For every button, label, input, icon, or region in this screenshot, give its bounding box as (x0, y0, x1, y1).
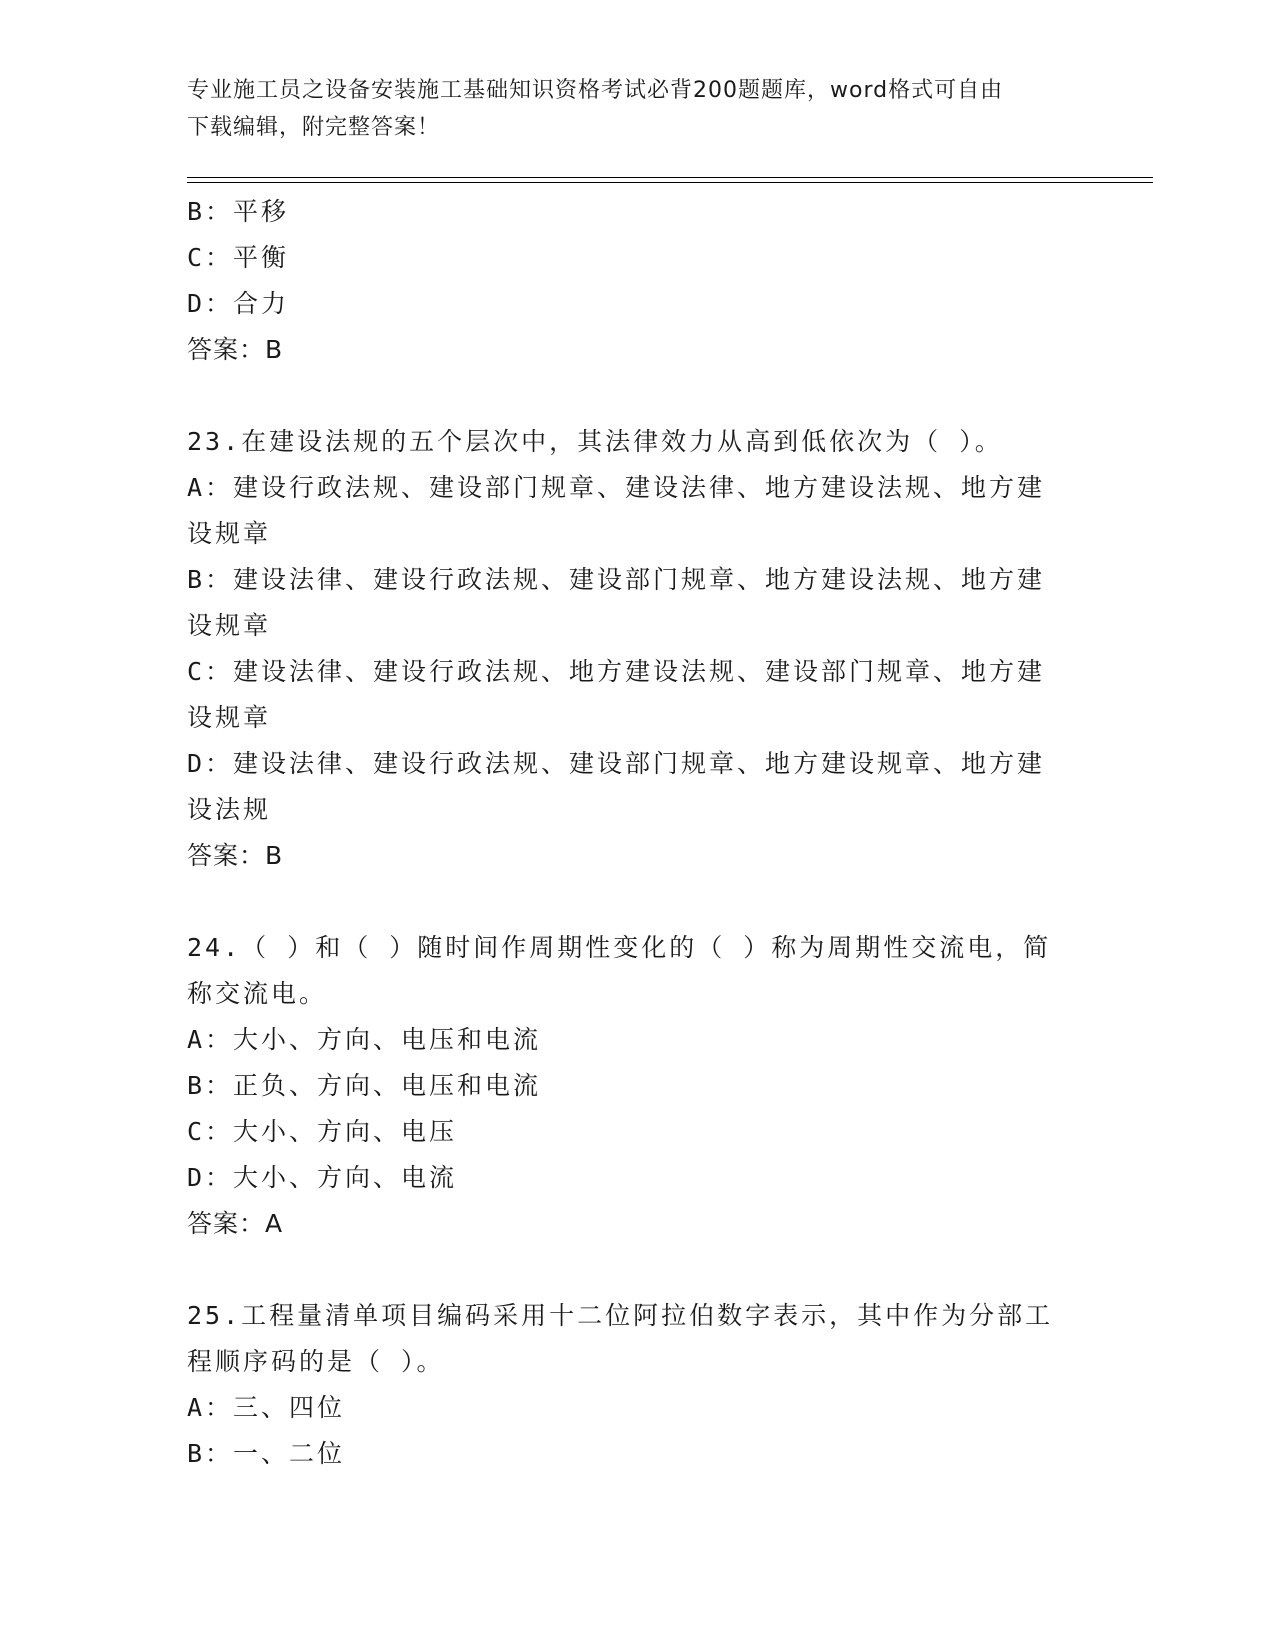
option-b-continued: 设规章 (187, 611, 272, 640)
option-a: A：建设行政法规、建设部门规章、建设法律、地方建设法规、地方建 (187, 473, 1046, 502)
option-c: C：平衡 (187, 243, 290, 272)
header-line-2: 下载编辑，附完整答案！ (187, 115, 441, 140)
question-stem: 25.工程量清单项目编码采用十二位阿拉伯数字表示，其中作为分部工 (187, 1301, 1054, 1330)
option-c-continued: 设规章 (187, 703, 272, 732)
answer-line: 答案：B (187, 841, 284, 870)
option-a-continued: 设规章 (187, 519, 272, 548)
question-stem: 23.在建设法规的五个层次中，其法律效力从高到低依次为（ ）。 (187, 427, 1003, 456)
question-25 (187, 1293, 1087, 1477)
option-d: D：大小、方向、电流 (187, 1163, 458, 1192)
question-23 (187, 419, 1087, 879)
header-divider-top (187, 177, 1153, 178)
option-a: A：三、四位 (187, 1393, 346, 1422)
question-stem-continued: 程顺序码的是（ ）。 (187, 1347, 445, 1376)
option-b: B：平移 (187, 197, 290, 226)
question-22 (187, 189, 1087, 373)
option-b: B：一、二位 (187, 1439, 346, 1468)
answer-line: 答案：A (187, 1209, 284, 1238)
option-c: C：大小、方向、电压 (187, 1117, 458, 1146)
question-list (187, 189, 1087, 1477)
option-d: D：合力 (187, 289, 290, 318)
question-stem-continued: 称交流电。 (187, 979, 328, 1008)
option-c: C：建设法律、建设行政法规、地方建设法规、建设部门规章、地方建 (187, 657, 1046, 686)
question-24 (187, 925, 1087, 1247)
option-d-continued: 设法规 (187, 795, 272, 824)
document-header (187, 72, 1067, 146)
header-line-1: 专业施工员之设备安装施工基础知识资格考试必背200题题库，word格式可自由 (187, 78, 1004, 103)
answer-line: 答案：B (187, 335, 284, 364)
spacer (187, 373, 1087, 419)
question-stem: 24.（ ）和（ ）随时间作周期性变化的（ ）称为周期性交流电，简 (187, 933, 1052, 962)
option-a: A：大小、方向、电压和电流 (187, 1025, 542, 1054)
option-b: B：正负、方向、电压和电流 (187, 1071, 542, 1100)
spacer (187, 879, 1087, 925)
option-d: D：建设法律、建设行政法规、建设部门规章、地方建设规章、地方建 (187, 749, 1046, 778)
header-divider-bottom (187, 182, 1153, 183)
spacer (187, 1247, 1087, 1293)
option-b: B：建设法律、建设行政法规、建设部门规章、地方建设法规、地方建 (187, 565, 1046, 594)
